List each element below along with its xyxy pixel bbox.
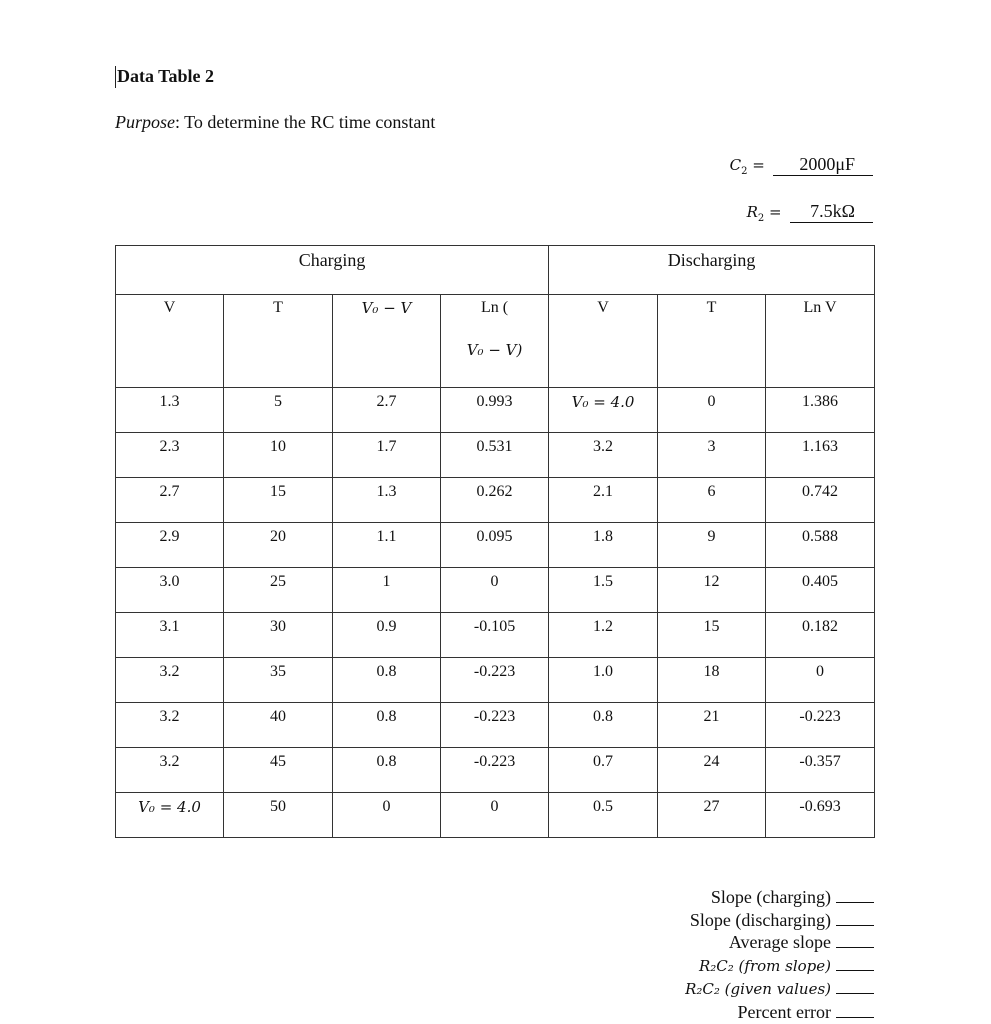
cell-charging-ln: 0	[441, 568, 549, 613]
c2-symbol: $C_2$ =	[729, 156, 765, 177]
cell-discharging-ln: -0.223	[766, 703, 875, 748]
cell-charging-ln: 0	[441, 793, 549, 838]
section-header-row	[116, 246, 875, 295]
slope-discharging-line: Slope (discharging)	[685, 909, 874, 932]
cell-charging-v: 2.9	[116, 523, 224, 568]
cell-charging-t: 15	[224, 478, 333, 523]
cell-discharging-ln: -0.693	[766, 793, 875, 838]
purpose-label: Purpose	[115, 112, 175, 132]
cell-discharging-ln: 0	[766, 658, 875, 703]
cell-charging-t: 10	[224, 433, 333, 478]
cell-discharging-t: 0	[658, 388, 766, 433]
cell-discharging-v: 0.5	[549, 793, 658, 838]
cell-charging-v: 3.0	[116, 568, 224, 613]
col-header-discharging-ln: Ln V	[766, 295, 875, 388]
cell-discharging-t: 27	[658, 793, 766, 838]
r2c2-given-line: R₂C₂ (given values)	[685, 977, 874, 1001]
slope-charging-blank[interactable]	[836, 888, 874, 903]
cell-charging-ln: -0.105	[441, 613, 549, 658]
cell-charging-t: 20	[224, 523, 333, 568]
cell-charging-v: 3.2	[116, 658, 224, 703]
cell-discharging-v: 1.8	[549, 523, 658, 568]
percent-error-line: Percent error	[685, 1001, 874, 1024]
page-title: Data Table 2	[117, 66, 215, 86]
slope-discharging-blank[interactable]	[836, 911, 874, 926]
cell-charging-diff: 1.3	[333, 478, 441, 523]
cell-discharging-ln: 0.742	[766, 478, 875, 523]
col-header-charging-t: T	[224, 295, 333, 388]
cell-discharging-ln: 1.386	[766, 388, 875, 433]
cell-charging-diff: 0	[333, 793, 441, 838]
cell-discharging-v: 1.0	[549, 658, 658, 703]
cell-discharging-ln: 0.405	[766, 568, 875, 613]
cell-discharging-v: 0.8	[549, 703, 658, 748]
cell-charging-diff: 0.8	[333, 658, 441, 703]
cell-charging-t: 30	[224, 613, 333, 658]
col-header-charging-v: V	[116, 295, 224, 388]
table-row	[116, 568, 875, 613]
cell-charging-t: 5	[224, 388, 333, 433]
ln-arg: V₀ − V)	[466, 341, 523, 359]
purpose-line	[115, 112, 435, 133]
cell-discharging-v: 2.1	[549, 478, 658, 523]
cell-charging-ln: -0.223	[441, 748, 549, 793]
section-discharging: Discharging	[549, 246, 875, 295]
r2c2-given-blank[interactable]	[836, 979, 874, 994]
section-charging: Charging	[116, 246, 549, 295]
cell-charging-diff: 1	[333, 568, 441, 613]
cell-discharging-v: 3.2	[549, 433, 658, 478]
cell-discharging-t: 15	[658, 613, 766, 658]
cell-discharging-v: V₀ = 4.0	[549, 388, 658, 433]
cell-discharging-t: 6	[658, 478, 766, 523]
cell-charging-diff: 1.1	[333, 523, 441, 568]
cell-discharging-ln: 0.588	[766, 523, 875, 568]
cell-charging-t: 35	[224, 658, 333, 703]
table-row	[116, 748, 875, 793]
c2-value: 2000μF	[773, 154, 873, 176]
cell-discharging-t: 9	[658, 523, 766, 568]
cell-charging-ln: 0.262	[441, 478, 549, 523]
results-summary	[685, 886, 874, 1023]
c2-given	[730, 154, 873, 177]
text-cursor	[115, 66, 116, 88]
cell-discharging-t: 24	[658, 748, 766, 793]
cell-charging-v: V₀ = 4.0	[116, 793, 224, 838]
cell-charging-diff: 1.7	[333, 433, 441, 478]
cell-discharging-t: 21	[658, 703, 766, 748]
cell-charging-ln: 0.531	[441, 433, 549, 478]
purpose-text: : To determine the RC time constant	[175, 112, 436, 132]
table-row	[116, 388, 875, 433]
table-row	[116, 613, 875, 658]
r2c2-slope-line: R₂C₂ (from slope)	[685, 954, 874, 978]
cell-discharging-t: 18	[658, 658, 766, 703]
table-row	[116, 703, 875, 748]
cell-discharging-t: 12	[658, 568, 766, 613]
r2c2-slope-blank[interactable]	[836, 956, 874, 971]
cell-charging-v: 1.3	[116, 388, 224, 433]
cell-discharging-t: 3	[658, 433, 766, 478]
cell-discharging-ln: 0.182	[766, 613, 875, 658]
cell-charging-ln: -0.223	[441, 658, 549, 703]
r2-symbol: $R_2$ =	[746, 203, 782, 224]
cell-discharging-v: 0.7	[549, 748, 658, 793]
column-header-row	[116, 295, 875, 388]
cell-charging-v: 2.3	[116, 433, 224, 478]
cell-charging-v: 3.2	[116, 703, 224, 748]
cell-charging-v: 2.7	[116, 478, 224, 523]
r2-given	[747, 201, 873, 224]
table-row	[116, 793, 875, 838]
col-header-discharging-v: V	[549, 295, 658, 388]
col-header-charging-ln	[441, 295, 549, 388]
cell-charging-diff: 2.7	[333, 388, 441, 433]
cell-charging-diff: 0.8	[333, 748, 441, 793]
data-table	[115, 245, 875, 838]
slope-charging-line: Slope (charging)	[685, 886, 874, 909]
col-header-charging-diff: V₀ − V	[333, 295, 441, 388]
ln-open: Ln (	[480, 299, 509, 316]
table-body	[116, 388, 875, 838]
cell-discharging-ln: -0.357	[766, 748, 875, 793]
percent-error-blank[interactable]	[836, 1003, 874, 1018]
table-row	[116, 478, 875, 523]
cell-charging-diff: 0.9	[333, 613, 441, 658]
cell-charging-ln: 0.095	[441, 523, 549, 568]
cell-charging-t: 25	[224, 568, 333, 613]
cell-discharging-ln: 1.163	[766, 433, 875, 478]
cell-discharging-v: 1.5	[549, 568, 658, 613]
cell-charging-diff: 0.8	[333, 703, 441, 748]
average-slope-blank[interactable]	[836, 933, 874, 948]
cell-charging-t: 45	[224, 748, 333, 793]
cell-charging-v: 3.2	[116, 748, 224, 793]
cell-charging-t: 50	[224, 793, 333, 838]
cell-charging-t: 40	[224, 703, 333, 748]
col-header-discharging-t: T	[658, 295, 766, 388]
table-row	[116, 433, 875, 478]
cell-discharging-v: 1.2	[549, 613, 658, 658]
average-slope-line: Average slope	[685, 931, 874, 954]
table-row	[116, 658, 875, 703]
cell-charging-v: 3.1	[116, 613, 224, 658]
r2-value: 7.5kΩ	[790, 201, 873, 223]
table-row	[116, 523, 875, 568]
cell-charging-ln: 0.993	[441, 388, 549, 433]
cell-charging-ln: -0.223	[441, 703, 549, 748]
